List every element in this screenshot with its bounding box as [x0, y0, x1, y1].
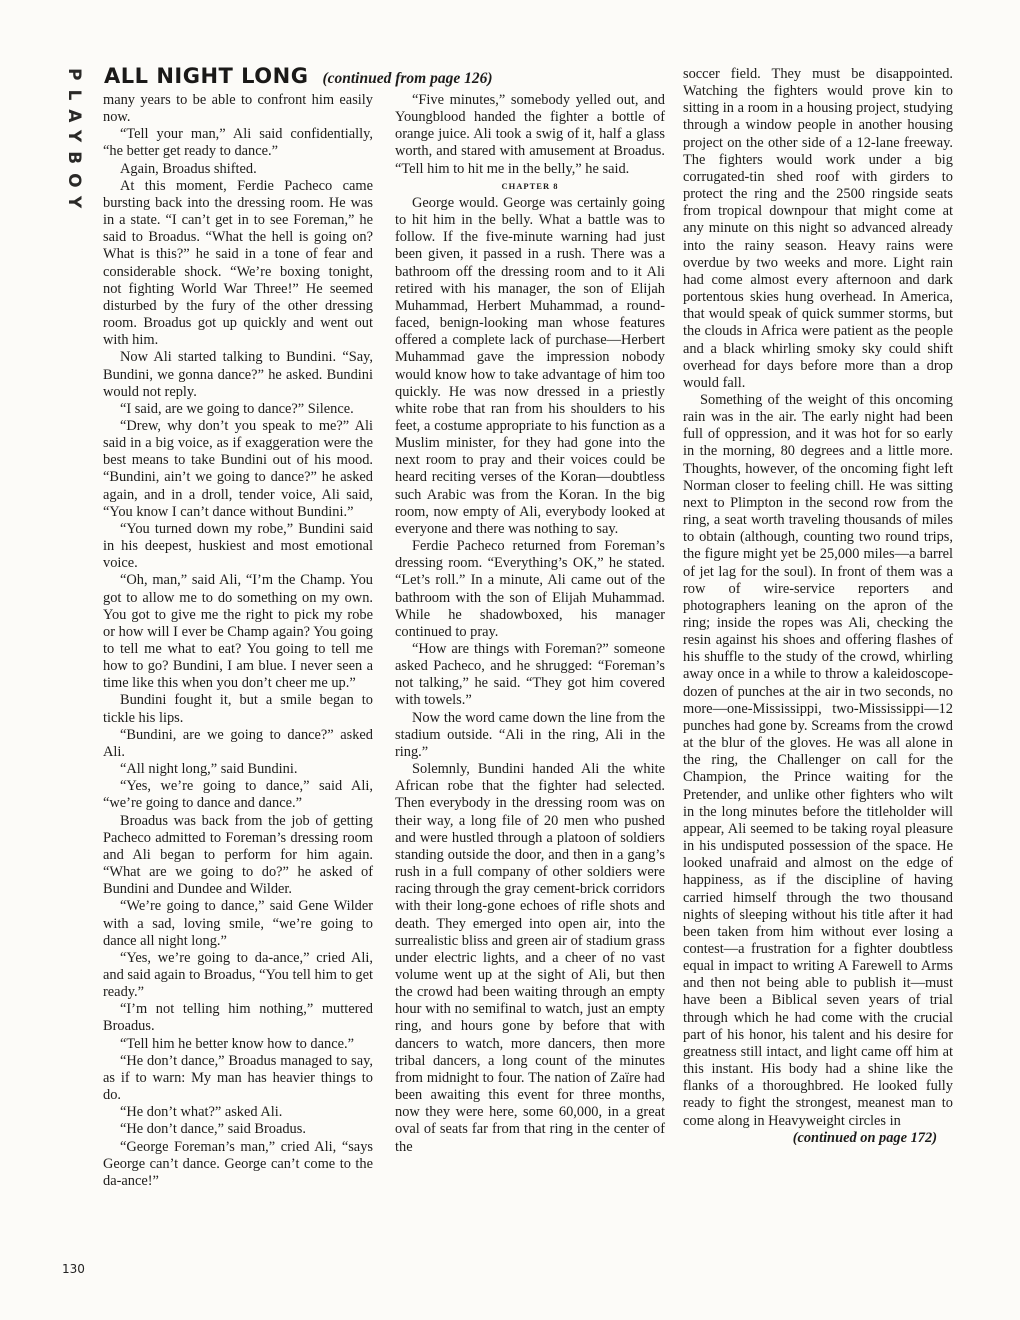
paragraph: “Bundini, are we going to dance?” asked Ali. — [103, 726, 373, 760]
paragraph: Something of the weight of this oncoming rain was in the air. The early night had been full of oppression, and it was hot for so early in the morning, 80 degrees and a little more. Thoughts, however, of the oncoming fight left Norman closer to feeling chill. He was sitting next to Plimpton in the second row from the ring, a seat worth traveling thousands of miles to obtain (although, counting two round trips, the figure might yet be 25,000 miles—a barrel of jet lag for the soul). In front of them was a row of wire-service reporters and photographers leaning on the apron of the ring; inside the ropes was Ali, checking the resin against his shoes and offering flashes of his shuffle to the study of the crowd, whirling away once in a while to throw a kaleidoscope-dozen of punches at the air in two seconds, no more—one-Mississippi, two-Mississippi—12 punches had gone by. Screams from the crowd at the blur of the gloves. He was all alone in the ring, the Challenger on call for the Champion, the Prince waiting for the Pretender, and unlike other fighters who wilt in the long minutes before the titleholder will appear, Ali seemed to be taking royal pleasure in his undisputed possession of the space. He looked unafraid and almost on the edge of happiness, as if the discipline of having carried himself through the two thousand nights of sleeping without his title after it had been taken from him without ever losing a contest—a frustration for a fighter doubtless equal in impact to writing A Farewell to Arms and then not being able to publish it—must have been a Biblical seven years of trial through which he had come with the crucial part of his honor, his talent and his desire for greatness still intact, and light came off him at this instant. His body had a shine like the flanks of a thoroughbred. He looked fully ready to fight the strongest, meanest man to come along in Heavyweight circles in — [683, 391, 953, 1129]
paragraph: “How are things with Foreman?” someone asked Pacheco, and he shrugged: “Foreman’s not talking,” he said. “They got him covered with towels.” — [395, 641, 665, 709]
article-header — [104, 64, 493, 92]
paragraph: “We’re going to dance,” said Gene Wilder with a sad, loving smile, “we’re going to dance all night long.” — [103, 898, 373, 949]
paragraph: “George Foreman’s man,” cried Ali, “says George can’t dance. George can’t come to the da-ance!” — [103, 1138, 373, 1189]
paragraph: “He don’t dance,” said Broadus. — [120, 1121, 306, 1138]
chapter-heading: CHAPTER 8 — [501, 180, 559, 191]
paragraph: George would. George was certainly going to hit him in the belly. What a battle was to follow. If the five-minute warning had just been given, it passed in a rush. There was a bathroom off the dressing room and to it Ali retired with his manager, the son of Elijah Muhammad, Herbert Muhammad, a round-faced, benign-looking man whose features offered a complete lack of purchase—Herbert Muhammad gave the impression nobody would know how to take advantage of him too quickly. He was now dressed in a priestly white robe that ran from his shoulders to his feet, a costume appropriate to his function as a Muslim minister, for they had gone into the next room to pray and their voices could be heard reciting verses of the Koran—doubtless such Arabic was from the Koran. In the big room, now empty of Ali, everybody looked at everyone and there was nothing to say. — [395, 194, 665, 537]
paragraph: “Drew, why don’t you speak to me?” Ali said in a big voice, as if exaggeration were the best means to take Bundini out of his mood. “Bundini, ain’t we going to dance?” he asked again, and in a droll, tender voice, Ali said, “You know I can’t dance without Bundini.” — [103, 417, 373, 520]
paragraph: “I said, are we going to dance?” Silence. — [120, 400, 354, 417]
article-title: ALL NIGHT LONG — [104, 64, 309, 88]
paragraph: Again, Broadus shifted. — [120, 160, 257, 177]
text-column-1 — [103, 92, 373, 1190]
paragraph: many years to be able to confront him easily now. — [103, 92, 373, 126]
paragraph: Solemnly, Bundini handed Ali the white African robe that the fighter had selected. Then everybody in the dressing room was on their way, a long file of 20 men who pushed and were hustled through a platoon of soldiers standing outside the door, and then in a gang’s rush in a full company of other soldiers were racing through the gray cement-brick corridors with their long-gone echoes of rifle shots and death. They emerged into open air, into the surrealistic bliss and green air of stadium grass under electric lights, and a cheer of no vast volume went up at the sight of Ali, but then the crowd had been waiting through an empty hour with no semifinal to watch, just an empty ring, and hours gone by before that with dancers to watch, more dancers, then more tribal dancers, a long count of the minutes from midnight to four. The nation of Zaïre had been awaiting this event for three months, now they were here, some 60,000, in a great oval of seats far from that ring in the center of the — [395, 761, 665, 1155]
paragraph: “Yes, we’re going to da-ance,” cried Ali, and said again to Broadus, “You tell him to get ready.” — [103, 949, 373, 1001]
paragraph: Now Ali started talking to Bundini. “Say, Bundini, we gonna dance?” he asked. Bundini would not reply. — [103, 349, 373, 400]
paragraph: “He don’t what?” asked Ali. — [120, 1104, 283, 1121]
magazine-name: PLAYBOY — [64, 68, 84, 218]
paragraph: At this moment, Ferdie Pacheco came bursting back into the dressing room. He was in a state. “I can’t get in to see Foreman,” he said to Broadus. “What the hell is going on? What is this?” he said in a tone of fear and considerable shock. “We’re boxing tonight, not fighting World War Three!” He seemed disturbed by the fury of the other dressing room. Broadus got up quickly and went out with him. — [103, 177, 373, 349]
paragraph: “Tell him he better know how to dance.” — [120, 1035, 354, 1052]
paragraph: “He don’t dance,” Broadus managed to say, as if to warn: My man has heavier things to do. — [103, 1052, 373, 1104]
paragraph: Broadus was back from the job of getting Pacheco admitted to Foreman’s dressing room and Ali began to perform for him again. “What are we going to do?” he asked of Bundini and Dundee and Wilder. — [103, 812, 373, 898]
continued-on-note: (continued on page 172) — [792, 1129, 937, 1146]
page-number: 130 — [62, 1262, 85, 1276]
continued-from-note: (continued from page 126) — [322, 70, 493, 87]
paragraph: Now the word came down the line from the stadium outside. “Ali in the ring, Ali in the ring.” — [395, 709, 665, 760]
paragraph: “Five minutes,” somebody yelled out, and Youngblood handed the fighter a bottle of orange juice. Ali took a swig of it, half a glass worth, and stared with amusement at Broadus. “Tell him to hit me in the belly,” he said. — [395, 92, 665, 177]
paragraph: Bundini fought it, but a smile began to tickle his lips. — [103, 692, 373, 726]
paragraph: “All night long,” said Bundini. — [120, 761, 298, 778]
paragraph: soccer field. They must be disappointed. Watching the fighters would prove kin to sitting in a room in a housing project, studying through a window people in another housing project on the other side of a 12-lane freeway. The fighters would work under a big corrugated-tin shed roof with girders to protect the ring and the 2500 ringside seats from tropical downpour that might come at any minute on this night so advanced already into the rainy season. Heavy rains were overdue by two weeks and more. Light rain had come almost every afternoon and dark portentous skies hung overhead. In America, that would speak of quick summer storms, but the clouds in Africa were patient as the people and a black whirling smoky sky could shift overhead for days before more than a drop would fall. — [683, 66, 953, 391]
paragraph: “Yes, we’re going to dance,” said Ali, “we’re going to dance and dance.” — [103, 778, 373, 812]
paragraph: Ferdie Pacheco returned from Foreman’s dressing room. “Everything’s OK,” he stated. “Let’s roll.” In a minute, Ali came out of the bathroom with the son of Elijah Muhammad. While he shadowboxed, his manager continued to pray. — [395, 538, 665, 640]
paragraph: “Tell your man,” Ali said confidentially, “he better get ready to dance.” — [103, 126, 373, 160]
paragraph: “I’m not telling him nothing,” muttered Broadus. — [103, 1001, 373, 1035]
paragraph: “You turned down my robe,” Bundini said in his deepest, huskiest and most emotional voice. — [103, 520, 373, 572]
text-column-2 — [395, 92, 665, 1156]
paragraph: “Oh, man,” said Ali, “I’m the Champ. You got to allow me to do something on my own. You got to give me the right to pick my robe or how will I ever be Champ again? You going to tell me what to eat? You going to tell me how to go? Bundini, I am blue. I never seen a time like this when you don’t cheer me up.” — [103, 572, 373, 692]
text-column-3 — [683, 66, 953, 1147]
magazine-spine-label — [64, 68, 84, 228]
